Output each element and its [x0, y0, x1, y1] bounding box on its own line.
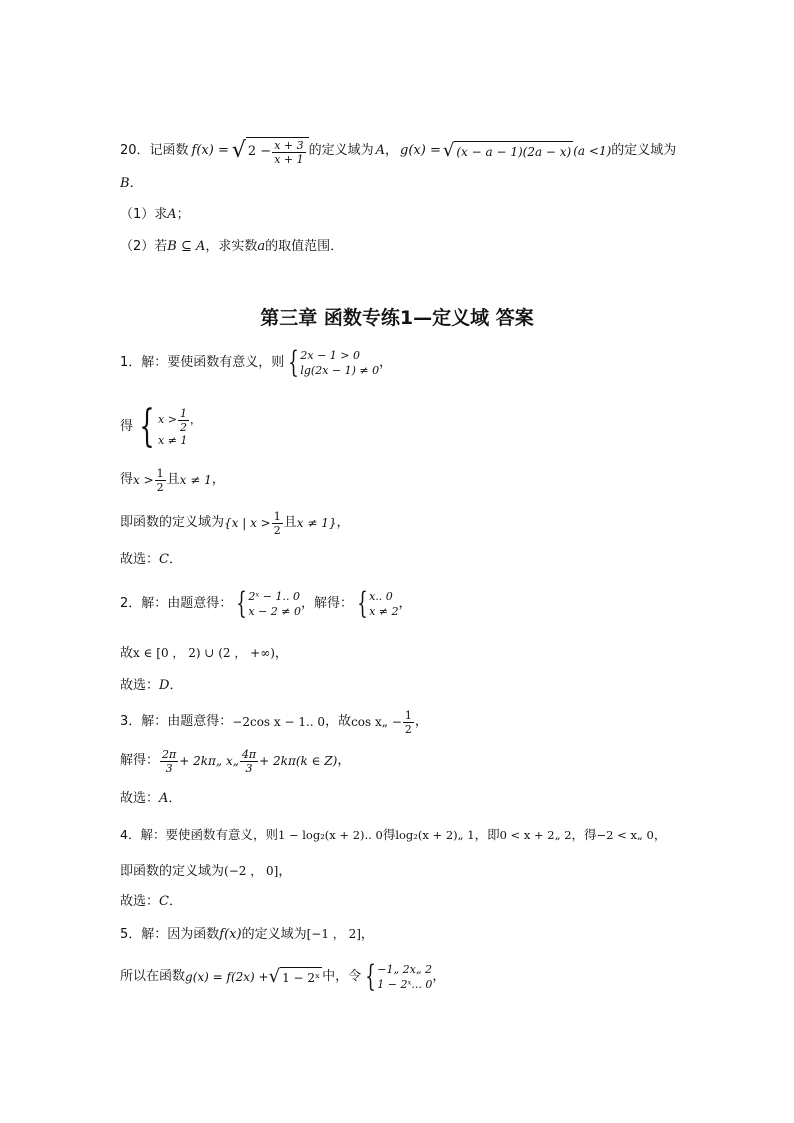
part2-text-c: 的取值范围． — [265, 239, 344, 254]
q20-part2 — [120, 238, 343, 256]
sys-row — [158, 407, 201, 434]
q20-g-sqrt — [443, 140, 573, 162]
part2-var: a — [257, 239, 266, 254]
frac — [178, 407, 189, 434]
part2-text-a: （2）若 — [120, 239, 168, 254]
s3-end: ， — [414, 714, 428, 729]
s2-text: 2．解：由题意得： — [120, 596, 233, 611]
s4-math: −2 < x„ 0 — [596, 828, 654, 842]
s5-text: 中，令 — [322, 969, 362, 984]
frac-num: 1 — [156, 466, 164, 480]
answer-choice: C — [159, 552, 169, 567]
frac-den: 3 — [165, 761, 173, 775]
q20-set-B: B． — [120, 176, 143, 191]
s3-line2 — [120, 746, 350, 776]
q20-g-condition: (a <1) — [573, 144, 612, 158]
frac-num: 2π — [162, 747, 177, 761]
s5-radicand: 1 − 2ˣ — [280, 967, 322, 987]
s4-text: ，即 — [474, 827, 500, 842]
s4-line2 — [120, 862, 291, 881]
sys-row: x ≠ 1 — [158, 433, 188, 447]
s1-line1 — [120, 346, 392, 380]
s2-line1 — [120, 586, 412, 622]
ineq: x ≠ 1 — [179, 473, 212, 487]
s2-text: ，解得： — [301, 596, 354, 611]
s2-interval: x ∈ [0 ， 2) ∪ (2 ， +∞) — [133, 646, 275, 660]
q20-g-lhs: g(x) = — [400, 143, 441, 158]
s3-line3 — [120, 790, 181, 808]
frac-den: x + 1 — [274, 152, 304, 166]
sqrt-sign: √ — [231, 138, 246, 163]
frac-num: 1 — [404, 708, 412, 722]
s4-line3 — [120, 893, 182, 911]
q20-f-two: 2 − — [247, 144, 272, 159]
brace-icon: { — [357, 586, 368, 621]
q20-line2 — [120, 175, 143, 193]
s5-sqrt — [269, 966, 323, 988]
set: x ≠ 1} — [296, 516, 337, 530]
brace-icon: { — [288, 345, 300, 380]
s5-line2 — [120, 959, 445, 995]
q20-text1: 的定义域为 — [308, 143, 374, 158]
set: {x | x > — [224, 516, 271, 530]
s2-end: ． — [169, 678, 183, 693]
q20-line1 — [120, 136, 676, 166]
s1-line5 — [120, 551, 182, 569]
s1-line2 — [120, 400, 201, 454]
sqrt-sign: √ — [442, 140, 455, 161]
ineq: x > — [133, 473, 154, 487]
sys-row: 2ˣ − 1.. 0 — [248, 590, 300, 603]
s5-math: g(x) = f(2x) + — [185, 970, 269, 984]
frac-den: 2 — [404, 722, 412, 736]
s1-end: ， — [379, 355, 393, 370]
s2-system — [232, 586, 301, 621]
sys-row: 2x − 1 > 0 — [300, 349, 360, 362]
frac-den: 3 — [245, 761, 253, 775]
s5-end: ， — [360, 927, 374, 942]
s3-text: 解得： — [120, 753, 160, 768]
s1-system2 — [133, 401, 201, 452]
answer-title: 第三章 函数专练1—定义域 答案 — [260, 307, 534, 329]
s4-text: 得 — [382, 827, 396, 842]
answer-choice: A — [159, 791, 169, 806]
q20-number: 20．记函数 — [120, 143, 189, 158]
frac-den: 2 — [273, 523, 281, 537]
s3-text: ，故 — [325, 714, 352, 729]
s1-line4 — [120, 510, 350, 536]
s3-end: ． — [168, 791, 182, 806]
brace-icon: { — [365, 959, 376, 994]
s4-text: 即函数的定义域为 — [120, 864, 225, 879]
answer-label: 故选： — [120, 552, 160, 567]
sys-row: −1„ 2x„ 2 — [377, 963, 433, 976]
s4-text: ，得 — [571, 827, 597, 842]
s2-line2 — [120, 644, 288, 663]
s4-interval: (−2 ， 0] — [224, 864, 279, 878]
q20-f-fraction — [272, 139, 305, 166]
s1-text: 1．解：要使函数有意义，则 — [120, 355, 285, 370]
q20-set-A: A — [375, 143, 386, 158]
s3-math: −2cos x − 1.. 0 — [232, 715, 326, 729]
s4-end: ， — [653, 827, 667, 842]
frac-num: 1 — [273, 509, 281, 523]
s4-math: 1 − log₂(x + 2).. 0 — [277, 828, 383, 842]
sqrt-body — [246, 137, 309, 166]
q20-g-radicand: (x − a − 1)(2a − x) — [454, 141, 573, 161]
sys-row: x ≠ 2 — [369, 605, 399, 618]
s2-end: ， — [274, 646, 288, 661]
frac-num: 1 — [179, 406, 187, 420]
answer-label: 故选： — [120, 894, 160, 909]
s5-text: 的定义域为 — [241, 927, 307, 942]
s1-end: ， — [336, 515, 350, 530]
answer-choice: D — [159, 678, 170, 693]
q20-f-sqrt — [232, 137, 309, 166]
s1-and: 且 — [283, 515, 297, 530]
s5-system — [361, 959, 433, 994]
q20-text2: 的定义域为 — [611, 143, 677, 158]
q20-part1 — [120, 206, 190, 224]
s3-math: + 2kπ(k ∈ Z) — [259, 754, 338, 768]
frac-den: 2 — [156, 480, 164, 494]
ineq: x > — [158, 413, 177, 426]
s3-text: 3．解：由题意得： — [120, 714, 233, 729]
s1-end: ， — [211, 472, 225, 487]
s1-and: 且 — [166, 472, 180, 487]
s4-math: log₂(x + 2)„ 1 — [395, 828, 475, 842]
s3-math: cos x„ − — [351, 715, 402, 729]
sys-row: x − 2 ≠ 0 — [248, 605, 301, 618]
sys-row: x.. 0 — [369, 590, 393, 603]
s2-end: ， — [398, 596, 412, 611]
s3-math: + 2kπ„ x„ — [179, 754, 239, 768]
answer-label: 故选： — [120, 678, 160, 693]
frac-num: x + 3 — [274, 138, 304, 152]
s2-text: 故 — [120, 646, 134, 661]
s2-line3 — [120, 677, 182, 695]
answer-label: 故选： — [120, 791, 160, 806]
brace-icon: { — [236, 586, 248, 621]
frac — [272, 510, 283, 537]
frac — [155, 467, 166, 494]
frac-den: 2 — [179, 420, 187, 434]
s1-end: ， — [189, 413, 201, 426]
q20-f-lhs: f(x) = — [191, 143, 229, 158]
s4-line1 — [120, 826, 666, 844]
sys-row: 1 − 2ˣ... 0 — [377, 978, 433, 991]
s1-text: 即函数的定义域为 — [120, 515, 225, 530]
s1-end: ． — [168, 552, 182, 567]
sys-row: lg(2x − 1) ≠ 0 — [300, 364, 380, 377]
s2-system2 — [353, 586, 399, 621]
s5-math: f(x) — [219, 927, 242, 942]
part2-subset: B ⊆ A — [167, 239, 206, 254]
s4-math: 0 < x + 2„ 2 — [499, 828, 572, 842]
sqrt-sign: √ — [268, 966, 281, 987]
brace-icon: { — [139, 401, 155, 452]
s4-end: ． — [168, 894, 182, 909]
s5-line1 — [120, 925, 374, 944]
part1-A: A — [167, 207, 177, 222]
frac — [240, 748, 258, 775]
part1-end: ； — [176, 207, 190, 222]
s1-de: 得 — [120, 472, 134, 487]
s5-end: ， — [432, 969, 446, 984]
s1-line3 — [120, 467, 225, 493]
s1-de: 得 — [120, 419, 134, 434]
s3-end: ， — [337, 753, 351, 768]
q20-comma: ， — [385, 143, 399, 158]
part2-text-b: ，求实数 — [205, 239, 258, 254]
s5-text: 所以在函数 — [120, 969, 186, 984]
s1-system — [284, 345, 380, 380]
frac-num: 4π — [241, 747, 257, 761]
s5-interval: [−1 ， 2] — [306, 927, 361, 941]
s3-line1 — [120, 707, 428, 737]
part1-text: （1）求 — [120, 207, 168, 222]
s4-text: 4．解：要使函数有意义，则 — [120, 827, 278, 842]
s5-text: 5．解：因为函数 — [120, 927, 220, 942]
frac — [160, 748, 178, 775]
answer-choice: C — [159, 894, 169, 909]
frac — [403, 709, 414, 736]
s4-end: ， — [278, 864, 292, 879]
